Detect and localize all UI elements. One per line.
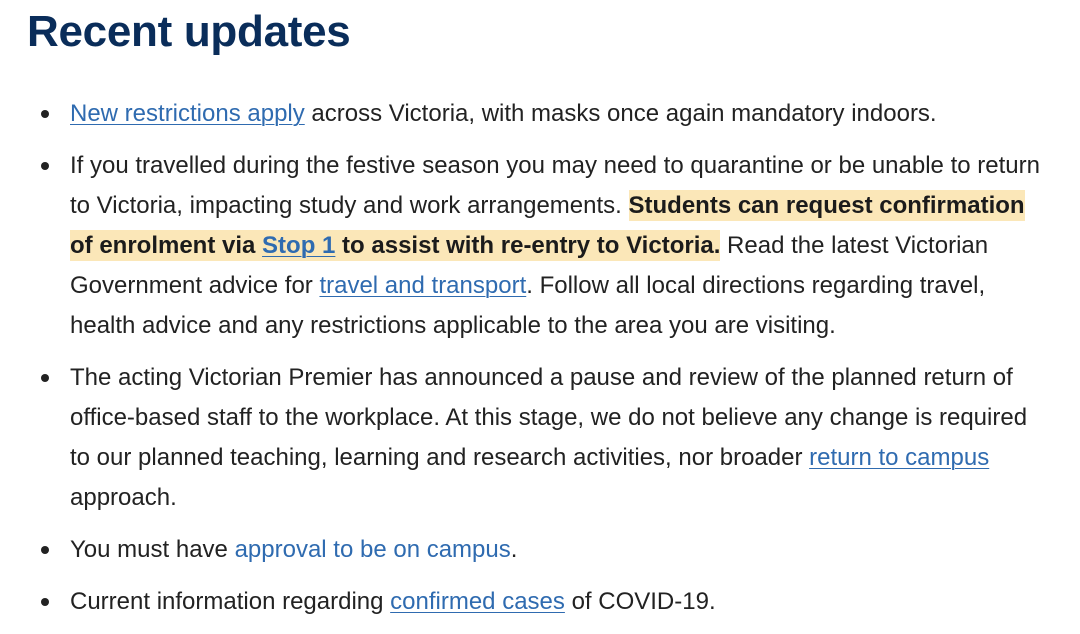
new-restrictions-link[interactable]: New restrictions apply	[70, 100, 305, 127]
list-item	[27, 582, 1047, 622]
item-text: .	[510, 536, 518, 563]
stop-1-link[interactable]: Stop 1	[262, 232, 336, 259]
list-item	[27, 358, 1047, 518]
page-title: Recent updates	[27, 7, 351, 56]
item-text: of COVID-19.	[564, 588, 716, 615]
item-text: approach.	[70, 484, 177, 511]
approval-to-be-on-campus-link[interactable]: approval to be on campus	[234, 536, 511, 563]
highlight-text: Students can request confirmation of enrolment via	[70, 192, 1025, 259]
return-to-campus-link[interactable]: return to campus	[809, 444, 990, 471]
confirmed-cases-link[interactable]: confirmed cases	[390, 588, 565, 615]
item-text: You must have	[70, 536, 235, 563]
travel-and-transport-link[interactable]: travel and transport	[319, 272, 527, 299]
bullet-icon	[41, 546, 49, 554]
bullet-icon	[41, 598, 49, 606]
item-text: The acting Victorian Premier has announced a pause and review of the planned return of office-based staff to the workplace. At this stage, we do not believe any change is required to our planned teaching, learning and research activities, nor broader	[70, 364, 1028, 471]
list-item	[27, 146, 1047, 346]
list-item	[27, 94, 1047, 134]
bullet-icon	[41, 162, 49, 170]
item-text: Current information regarding	[70, 588, 391, 615]
updates-list	[27, 94, 1047, 622]
bullet-icon	[41, 374, 49, 382]
item-text: . Follow all local directions regarding travel, health advice and any restrictions applicable to the area you are visiting.	[70, 272, 986, 339]
item-text: across Victoria, with masks once again mandatory indoors.	[304, 100, 937, 127]
item-text: If you travelled during the festive season you may need to quarantine or be unable to return to Victoria, impacting study and work arrangements.	[70, 152, 1040, 219]
item-text: Read the latest Victorian Government advice for	[70, 232, 989, 299]
bullet-icon	[41, 110, 49, 118]
highlight-text: to assist with re-entry to Victoria.	[335, 232, 721, 259]
list-item	[27, 530, 1047, 570]
